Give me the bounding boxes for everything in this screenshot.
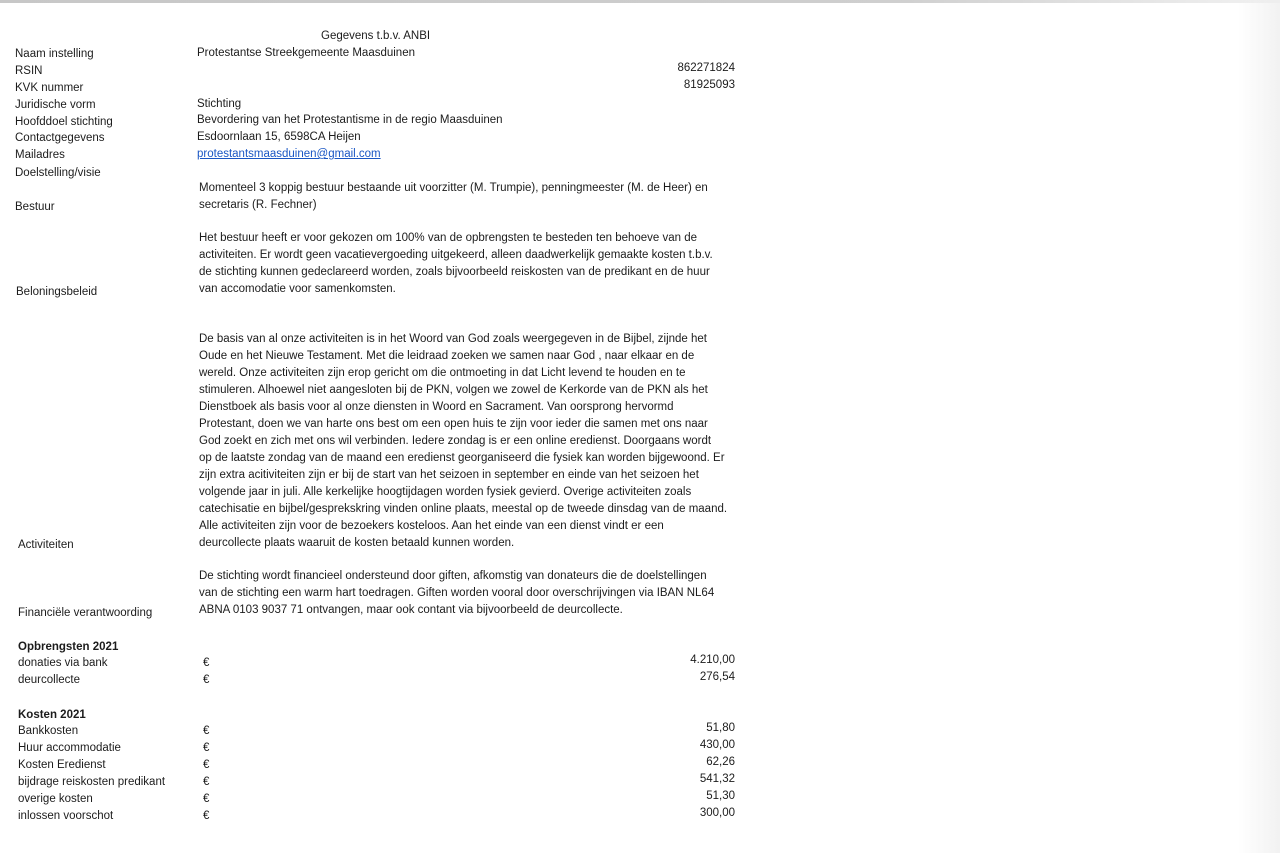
value-juridisch: Stichting <box>197 98 242 110</box>
financieel-paragraph <box>199 568 744 619</box>
value-naam: Protestantse Streekgemeente Maasduinen <box>197 47 415 59</box>
label-hoofddoel: Hoofddoel stichting <box>15 116 113 128</box>
paragraph-line: Oude en het Nieuwe Testament. Met die leidraad zoeken we samen naar God , naar elkaar en de <box>199 350 695 362</box>
label-mail: Mailadres <box>15 149 65 161</box>
kosten-label: Bankkosten <box>18 725 79 737</box>
opbrengst-amount: 4.210,00 <box>690 654 735 666</box>
value-rsin: 862271824 <box>677 62 735 74</box>
label-juridisch: Juridische vorm <box>15 99 96 111</box>
paragraph-line: catechisatie en bijbel/gesprekskring vinden online plaats, meestal op de tweede dinsdag van de maand. <box>199 503 728 515</box>
paragraph-line: zijn extra acitiviteiten zijn er bij de start van het seizoen in september en einde van het seizoen het <box>199 469 699 481</box>
label-activiteiten: Activiteiten <box>18 539 74 551</box>
paragraph-line: ABNA 0103 9037 71 ontvangen, maar ook contant via bijvoorbeeld de deurcollecte. <box>199 604 623 616</box>
paragraph-line: De basis van al onze activiteiten is in het Woord van God zoals weergegeven in de Bijbel, zijnde het <box>199 333 707 345</box>
paragraph-line: stimuleren. Alhoewel niet aangesloten bij de PKN, volgen we zowel de Kerkorde van de PKN als het <box>199 384 708 396</box>
paragraph-line: De stichting wordt financieel ondersteund door giften, afkomstig van donateurs die de doelstellingen <box>199 570 707 582</box>
paragraph-line: secretaris (R. Fechner) <box>199 199 317 211</box>
kosten-label: inlossen voorschot <box>18 810 114 822</box>
label-contact: Contactgegevens <box>15 132 105 144</box>
euro-symbol: € <box>203 776 210 788</box>
kosten-amount: 51,80 <box>706 722 735 734</box>
paragraph-line: activiteiten. Er wordt geen vacatievergoeding uitgekeerd, alleen daadwerkelijk gemaakte kosten t.b.v. <box>199 249 713 261</box>
euro-symbol: € <box>203 725 210 737</box>
paragraph-line: Momenteel 3 koppig bestuur bestaande uit voorzitter (M. Trumpie), penningmeester (M. de Heer) en <box>199 182 708 194</box>
label-financieel: Financiële verantwoording <box>18 607 153 619</box>
beloning-paragraph <box>199 230 744 298</box>
paragraph-line: Alle activiteiten zijn voor de bezoekers kosteloos. Aan het einde van een dienst vindt er een <box>199 520 664 532</box>
kosten-heading: Kosten 2021 <box>18 709 86 721</box>
paragraph-line: wereld. Onze activiteiten zijn erop gericht om die ontmoeting in dat Licht levend te houden en te <box>199 367 686 379</box>
euro-symbol: € <box>203 674 210 686</box>
opbrengst-label: donaties via bank <box>18 657 108 669</box>
kosten-label: overige kosten <box>18 793 93 805</box>
kosten-label: Huur accommodatie <box>18 742 121 754</box>
paragraph-line: van de stichting een warm hart toedragen. Giften worden vooral door overschrijvingen via IBAN NL64 <box>199 587 715 599</box>
document-title: Gegevens t.b.v. ANBI <box>321 30 431 42</box>
opbrengst-amount: 276,54 <box>699 671 735 683</box>
label-kvk: KVK nummer <box>15 82 84 94</box>
kosten-amount: 300,00 <box>699 807 735 819</box>
email-link[interactable]: protestantsmaasduinen@gmail.com <box>197 148 381 160</box>
euro-symbol: € <box>203 759 210 771</box>
bestuur-paragraph <box>199 180 744 214</box>
paragraph-line: van accomodatie voor samenkomsten. <box>199 283 396 295</box>
value-hoofddoel: Bevordering van het Protestantisme in de regio Maasduinen <box>197 114 503 126</box>
paragraph-line: volgende jaar in juli. Alle kerkelijke hoogtijdagen worden fysiek gevierd. Overige activiteiten zoals <box>199 486 692 498</box>
paragraph-line: de stichting kunnen gedeclareerd worden, zoals bijvoorbeeld reiskosten van de predikant en de huur <box>199 266 710 278</box>
label-rsin: RSIN <box>15 65 43 77</box>
paragraph-line: op de laatste zondag van de maand een eredienst georganiseerd die fysiek kan worden bijgewoond. Er <box>199 452 725 464</box>
paragraph-line: Protestant, doen we van harte ons best om een open huis te zijn voor ieder die samen met ons naar <box>199 418 708 430</box>
scan-shadow <box>1238 0 1280 853</box>
value-kvk: 81925093 <box>683 79 735 91</box>
label-doel: Doelstelling/visie <box>15 167 101 179</box>
kosten-amount: 430,00 <box>699 739 735 751</box>
paragraph-line: Het bestuur heeft er voor gekozen om 100% van de opbrengsten te besteden ten behoeve van de <box>199 232 698 244</box>
kosten-amount: 51,30 <box>706 790 735 802</box>
paragraph-line: deurcollecte plaats waaruit de kosten betaald kunnen worden. <box>199 537 515 549</box>
scan-edge-line <box>0 0 1280 3</box>
value-contact: Esdoornlaan 15, 6598CA Heijen <box>197 131 361 143</box>
opbrengst-label: deurcollecte <box>18 674 81 686</box>
kosten-amount: 62,26 <box>706 756 735 768</box>
kosten-label: bijdrage reiskosten predikant <box>18 776 166 788</box>
kosten-label: Kosten Eredienst <box>18 759 106 771</box>
paragraph-line: God zoekt en zich met ons wil verbinden. Iedere zondag is er een online eredienst. Doorgaans wordt <box>199 435 712 447</box>
activiteiten-paragraph <box>199 331 744 552</box>
euro-symbol: € <box>203 793 210 805</box>
euro-symbol: € <box>203 742 210 754</box>
label-bestuur: Bestuur <box>15 201 55 213</box>
label-beloning: Beloningsbeleid <box>16 286 98 298</box>
kosten-amount: 541,32 <box>699 773 735 785</box>
paragraph-line: Dienstboek als basis voor al onze diensten in Woord en Sacrament. Van oorsprong hervormd <box>199 401 674 413</box>
opbrengsten-heading: Opbrengsten 2021 <box>18 641 119 653</box>
euro-symbol: € <box>203 657 210 669</box>
euro-symbol: € <box>203 810 210 822</box>
label-naam: Naam instelling <box>15 48 94 60</box>
